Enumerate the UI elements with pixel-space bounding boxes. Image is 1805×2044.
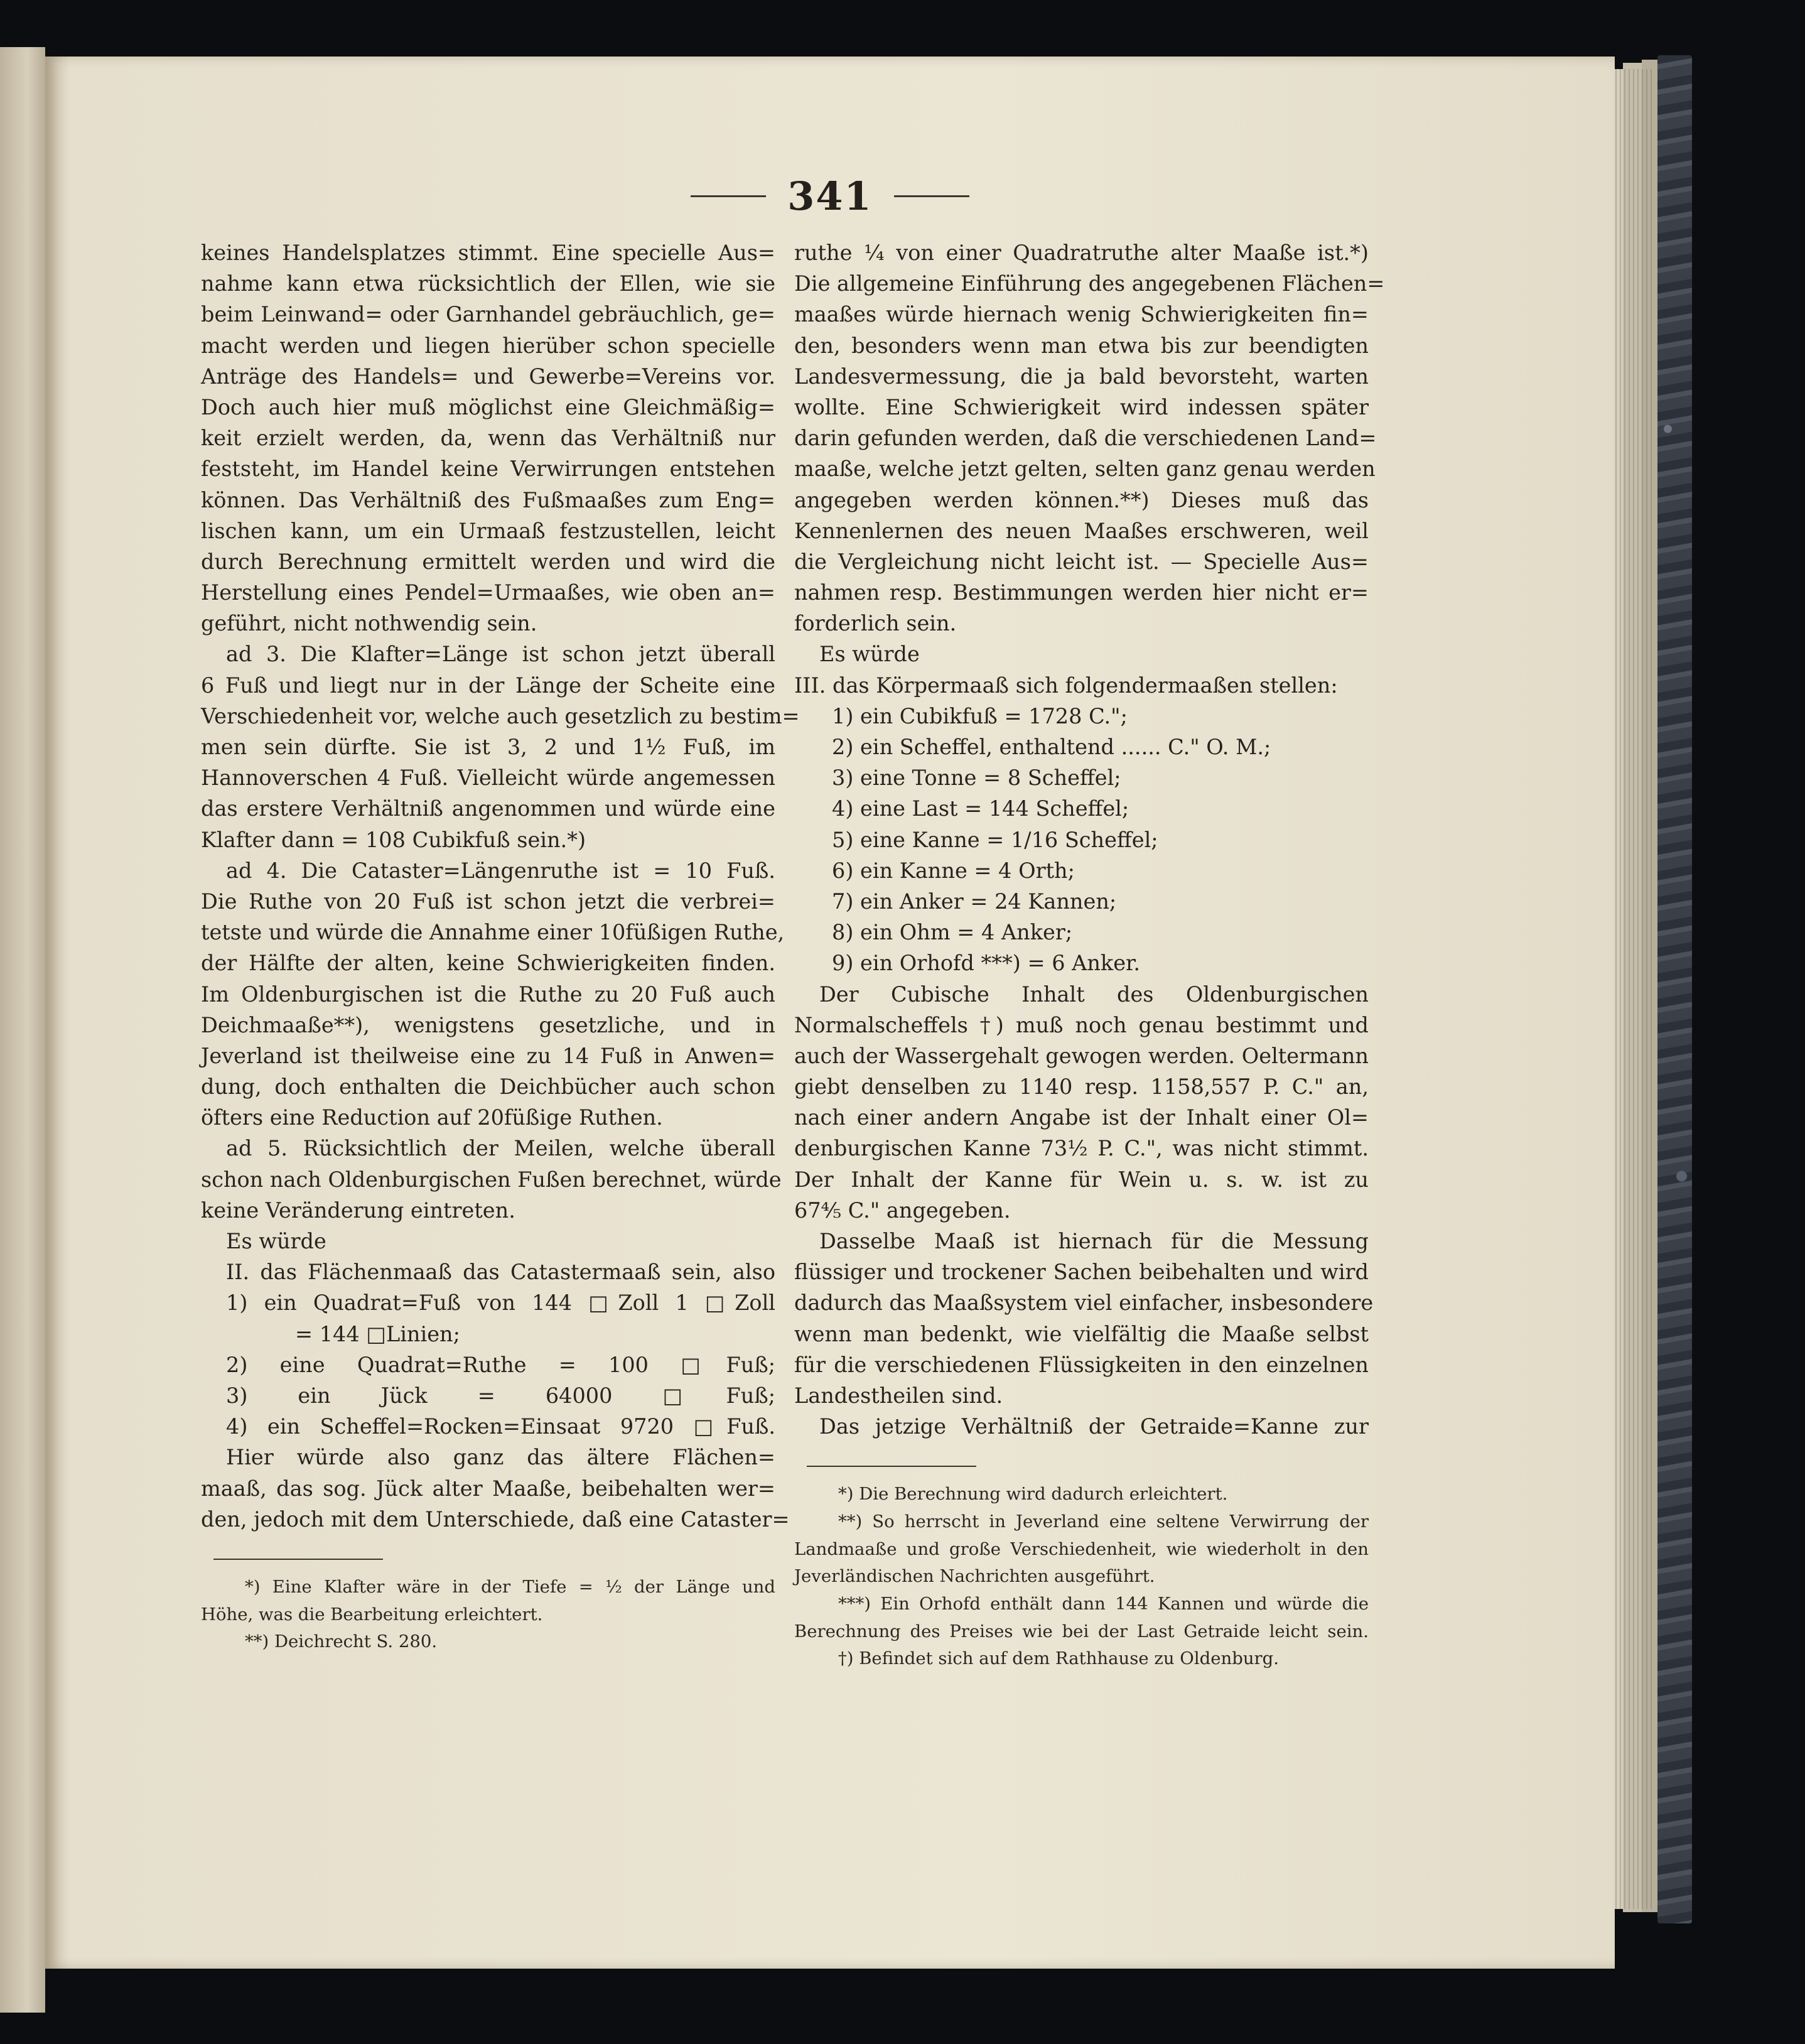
text-line: nach einer andern Angabe ist der Inhalt einer Ol= [794, 1105, 1369, 1130]
text-line: Deichmaaße**), wenigstens gesetzliche, und in [201, 1012, 775, 1037]
text-line: Kennenlernen des neuen Maaßes erschweren, weil [794, 518, 1369, 543]
text-line: 1) ein Quadrat=Fuß von 144 □Zoll 1 □Zoll [226, 1290, 775, 1316]
left-column-footnotes [201, 1574, 775, 1656]
text-line: Landmaaße und große Verschiedenheit, wie wiederholt in den [794, 1538, 1369, 1559]
text-line: Die allgemeine Einführung des angegebenen Flächen= [794, 271, 1385, 296]
text-line: Dasselbe Maaß ist hiernach für die Messung [819, 1229, 1369, 1253]
text-line: wenn man bedenkt, wie vielfältig die Maaße selbst [794, 1321, 1369, 1346]
right-text-column [794, 237, 1385, 1673]
text-line: keine Veränderung eintreten. [201, 1198, 515, 1223]
text-line: lischen kann, um ein Urmaaß festzustellen, leicht [201, 518, 775, 543]
text-line: Höhe, was die Bearbeitung erleichtert. [201, 1604, 543, 1625]
text-line: 6) ein Kanne = 4 Orth; [832, 858, 1075, 883]
text-line: Normalscheffels †) muß noch genau bestimmt und [794, 1012, 1369, 1037]
text-line: 2) ein Scheffel, enthaltend ...... C." O. M.; [832, 735, 1271, 759]
text-line: maaße, welche jetzt gelten, selten ganz genau werden [794, 457, 1376, 482]
header-rule-left [691, 195, 766, 197]
text-line: 2) eine Quadrat=Ruthe = 100 □Fuß; [226, 1352, 775, 1377]
text-line: forderlich sein. [794, 611, 957, 636]
text-line: = 144 □Linien; [295, 1321, 460, 1346]
text-line: *) Eine Klafter wäre in der Tiefe = ½ der Länge und [245, 1576, 775, 1597]
text-line: dung, doch enthalten die Deichbücher auch schon [201, 1074, 775, 1100]
text-line: flüssiger und trockener Sachen beibehalten und wird [794, 1260, 1369, 1285]
text-line: maaßes würde hiernach wenig Schwierigkeiten fin= [794, 302, 1369, 327]
text-line: den, besonders wenn man etwa bis zur beendigten [794, 333, 1369, 358]
text-line: 1) ein Cubikfuß = 1728 C."; [832, 703, 1128, 728]
text-line: keit erzielt werden, da, wenn das Verhältniß nur [201, 426, 775, 451]
text-line: 9) ein Orhofd ***) = 6 Anker. [832, 951, 1141, 976]
text-line: II. das Flächenmaaß das Catastermaaß sein, also [226, 1260, 775, 1285]
footnote-divider [213, 1559, 383, 1560]
text-line: durch Berechnung ermittelt werden und wird die [201, 549, 775, 574]
text-line: Herstellung eines Pendel=Urmaaßes, wie oben an= [201, 580, 775, 605]
text-line: den, jedoch mit dem Unterschiede, daß eine Cataster= [201, 1506, 790, 1532]
text-line: darin gefunden werden, daß die verschiedenen Land= [794, 426, 1377, 451]
text-line: der Hälfte der alten, keine Schwierigkeiten finden. [201, 951, 775, 976]
text-line: **) So herrscht in Jeverland eine seltene Verwirrung der [838, 1511, 1369, 1532]
text-line: maaß, das sog. Jück alter Maaße, beibehalten wer= [201, 1476, 775, 1501]
text-line: öfters eine Reduction auf 20füßige Ruthen. [201, 1105, 663, 1130]
text-line: †) Befindet sich auf dem Rathhause zu Oldenburg. [838, 1648, 1280, 1669]
marbled-cover-board [1657, 55, 1692, 1923]
text-line: Jeverländischen Nachrichten ausgeführt. [794, 1566, 1155, 1587]
text-line: 5) eine Kanne = 1/16 Scheffel; [832, 827, 1158, 852]
text-line: das erstere Verhältniß angenommen und würde eine [201, 796, 775, 821]
text-line: ad 3. Die Klafter=Länge ist schon jetzt überall [226, 642, 775, 667]
text-line: beim Leinwand= oder Garnhandel gebräuchlich, ge= [201, 302, 775, 327]
text-line: nahmen resp. Bestimmungen werden hier nicht er= [794, 580, 1369, 605]
text-line: Landestheilen sind. [794, 1383, 1003, 1408]
text-line: 4) ein Scheffel=Rocken=Einsaat 9720 □Fuß. [226, 1414, 775, 1439]
footnote-divider [807, 1466, 976, 1467]
text-line: giebt denselben zu 1140 resp. 1158,557 P. C." an, [794, 1074, 1369, 1100]
left-text-column [201, 237, 800, 1656]
page-header [45, 171, 1615, 221]
text-line: Verschiedenheit vor, welche auch gesetzlich zu bestim= [201, 703, 800, 728]
text-line: können. Das Verhältniß des Fußmaaßes zum Eng= [201, 487, 775, 512]
text-line: für die verschiedenen Flüssigkeiten in den einzelnen [794, 1352, 1369, 1377]
text-line: *) Die Berechnung wird dadurch erleichtert. [838, 1484, 1228, 1505]
left-column-body [201, 237, 800, 1535]
text-line: Jeverland ist theilweise eine zu 14 Fuß in Anwen= [201, 1043, 775, 1068]
text-line: Hannoverschen 4 Fuß. Vielleicht würde angemessen [201, 765, 775, 791]
text-line: denburgischen Kanne 73½ P. C.", was nicht stimmt. [794, 1136, 1369, 1161]
page-number: 341 [787, 173, 873, 219]
text-line: die Vergleichung nicht leicht ist. — Specielle Aus= [794, 549, 1369, 574]
text-line: 7) ein Anker = 24 Kannen; [832, 889, 1117, 914]
text-line: 8) ein Ohm = 4 Anker; [832, 920, 1073, 945]
text-line: 6 Fuß und liegt nur in der Länge der Scheite eine [201, 673, 775, 698]
text-line: 3) eine Tonne = 8 Scheffel; [832, 765, 1121, 791]
text-line: 67⅘ C." angegeben. [794, 1198, 1011, 1223]
text-line: ruthe ¼ von einer Quadratruthe alter Maaße ist.*) [794, 241, 1369, 265]
text-line: ad 4. Die Cataster=Längenruthe ist = 10 Fuß. [226, 858, 775, 883]
facing-page-edge [0, 47, 45, 2013]
text-line: Anträge des Handels= und Gewerbe=Vereins vor. [201, 364, 775, 389]
text-line: dadurch das Maaßsystem viel einfacher, insbesondere [794, 1290, 1374, 1316]
text-line: macht werden und liegen hierüber schon specielle [201, 333, 775, 358]
text-line: tetste und würde die Annahme einer 10füßigen Ruthe, [201, 920, 785, 945]
text-line: ***) Ein Orhofd enthält dann 144 Kannen und würde die [838, 1594, 1369, 1614]
text-line: ad 5. Rücksichtlich der Meilen, welche überall [226, 1136, 775, 1161]
text-line: keines Handelsplatzes stimmt. Eine specielle Aus= [201, 241, 775, 265]
text-line: wollte. Eine Schwierigkeit wird indessen später [794, 394, 1369, 419]
right-column-body [794, 237, 1385, 1442]
text-line: nahme kann etwa rücksichtlich der Ellen, wie sie [201, 271, 775, 296]
text-line: Es würde [226, 1229, 326, 1253]
text-line: 3) ein Jück = 64000 □Fuß; [226, 1383, 775, 1408]
text-line: Klafter dann = 108 Cubikfuß sein.*) [201, 827, 586, 852]
text-line: Landesvermessung, die ja bald bevorsteht, warten [794, 364, 1369, 389]
text-line: angegeben werden können.**) Dieses muß das [794, 487, 1369, 512]
text-line: Es würde [819, 642, 920, 667]
text-line: Doch auch hier muß möglichst eine Gleichmäßig= [201, 394, 775, 419]
text-line: Hier würde also ganz das ältere Flächen= [226, 1445, 775, 1470]
text-line: men sein dürfte. Sie ist 3, 2 und 1½ Fuß, im [201, 735, 775, 759]
text-line: Der Cubische Inhalt des Oldenburgischen [819, 981, 1369, 1007]
text-line: III. das Körpermaaß sich folgendermaaßen stellen: [794, 673, 1338, 698]
text-line: auch der Wassergehalt gewogen werden. Oeltermann [794, 1043, 1369, 1068]
text-line: feststeht, im Handel keine Verwirrungen entstehen [201, 457, 775, 482]
text-line: Die Ruthe von 20 Fuß ist schon jetzt die verbrei= [201, 889, 775, 914]
right-column-footnotes [794, 1481, 1369, 1673]
text-line: Im Oldenburgischen ist die Ruthe zu 20 Fuß auch [201, 981, 775, 1007]
text-line: **) Deichrecht S. 280. [245, 1631, 438, 1652]
text-line: Der Inhalt der Kanne für Wein u. s. w. ist zu [794, 1167, 1369, 1192]
text-line: schon nach Oldenburgischen Fußen berechnet, würde [201, 1167, 782, 1192]
text-line: Berechnung des Preises wie bei der Last Getraide leicht sein. [794, 1621, 1369, 1641]
text-line: geführt, nicht nothwendig sein. [201, 611, 537, 636]
header-rule-right [894, 195, 969, 197]
text-line: 4) eine Last = 144 Scheffel; [832, 796, 1129, 821]
text-line: Das jetzige Verhältniß der Getraide=Kanne zur [819, 1414, 1369, 1439]
